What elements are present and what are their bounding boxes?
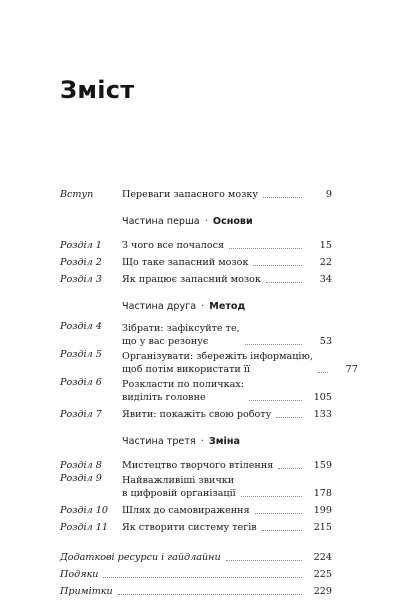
toc-entry-title-line-2: що у вас резонує bbox=[122, 336, 209, 347]
toc-entry-title-line-2: щоб потім використати її bbox=[122, 364, 250, 375]
toc-entry-label: Розділ 10 bbox=[60, 505, 108, 516]
toc-entry-chapter-3[interactable] bbox=[60, 269, 332, 286]
toc-entry-page: 199 bbox=[313, 505, 332, 516]
toc-entry-intro[interactable] bbox=[60, 184, 332, 201]
dot-leader bbox=[253, 264, 302, 266]
dot-leader bbox=[263, 196, 302, 198]
toc-entry-title: Мистецтво творчого втілення bbox=[122, 460, 274, 471]
toc-entry-label: Розділ 8 bbox=[60, 460, 102, 471]
toc-entry-label: Розділ 2 bbox=[60, 257, 102, 268]
toc-entry-label: Розділ 4 bbox=[60, 321, 102, 332]
toc-entry-chapter-2[interactable] bbox=[60, 252, 332, 269]
toc-entry-label: Подяки bbox=[60, 569, 99, 580]
toc-entry-label: Примітки bbox=[60, 586, 113, 597]
toc-entry-appendix-resources[interactable] bbox=[60, 547, 332, 564]
spacer bbox=[60, 534, 332, 547]
dot-leader bbox=[278, 467, 302, 469]
dot-leader bbox=[118, 593, 302, 595]
toc-entry-chapter-4[interactable] bbox=[60, 320, 332, 348]
toc-entry-label: Розділ 6 bbox=[60, 377, 102, 388]
toc-entry-title: Явити: покажіть свою роботу bbox=[122, 409, 272, 420]
toc-entry-page: 105 bbox=[313, 392, 332, 403]
part-name: Основи bbox=[212, 216, 253, 227]
toc-entry-page: 229 bbox=[313, 586, 332, 597]
toc-entry-title-line-2: в цифровій організації bbox=[122, 488, 236, 499]
toc-entry-title: Що таке запасний мозок bbox=[122, 257, 249, 268]
toc-entry-title bbox=[122, 378, 244, 404]
toc-entry-appendix-acknowledgements[interactable] bbox=[60, 564, 332, 581]
toc-entry-chapter-8[interactable] bbox=[60, 455, 332, 472]
part-separator: · bbox=[200, 436, 204, 447]
toc-entry-title bbox=[122, 350, 313, 376]
dot-leader bbox=[249, 399, 302, 401]
toc-entry-title: Шлях до самовираження bbox=[122, 505, 250, 516]
toc-entry-chapter-6[interactable] bbox=[60, 376, 332, 404]
toc-entry-label: Розділ 11 bbox=[60, 522, 108, 533]
dot-leader bbox=[229, 247, 302, 249]
toc-entry-chapter-11[interactable] bbox=[60, 517, 332, 534]
toc-entry-title: З чого все почалося bbox=[122, 240, 225, 251]
toc-entry-chapter-9[interactable] bbox=[60, 472, 332, 500]
part-prefix: Частина третя bbox=[122, 436, 196, 447]
toc-entry-title: Переваги запасного мозку bbox=[122, 189, 259, 200]
toc-entry-page: 224 bbox=[313, 552, 332, 563]
toc-entry-page: 77 bbox=[345, 364, 358, 375]
toc-entry-appendix-notes[interactable] bbox=[60, 581, 332, 598]
dot-leader bbox=[103, 576, 302, 578]
toc-entry-title-line-1: Розкласти по поличках: bbox=[122, 379, 244, 390]
part-heading-1 bbox=[122, 215, 332, 229]
toc-entry-label: Розділ 7 bbox=[60, 409, 102, 420]
toc-entry-page: 159 bbox=[313, 460, 332, 471]
toc-entry-title bbox=[122, 474, 236, 500]
dot-leader bbox=[266, 281, 302, 283]
dot-leader bbox=[241, 495, 302, 497]
toc-entry-page: 178 bbox=[313, 488, 332, 499]
toc-entry-title: Як працює запасний мозок bbox=[122, 274, 261, 285]
part-separator: · bbox=[204, 216, 208, 227]
part-name: Метод bbox=[209, 301, 246, 312]
toc-entry-page: 133 bbox=[313, 409, 332, 420]
toc-entry-title-line-2: виділіть головне bbox=[122, 392, 206, 403]
part-heading-3 bbox=[122, 435, 332, 449]
toc-entry-label: Додаткові ресурси і гайдлайни bbox=[60, 552, 221, 563]
part-separator: · bbox=[201, 301, 205, 312]
toc-entry-label: Розділ 5 bbox=[60, 349, 102, 360]
toc-entry-title: Як створити систему тегів bbox=[122, 522, 257, 533]
toc-entry-page: 34 bbox=[319, 274, 332, 285]
toc-entry-title-line-1: Зібрати: зафіксуйте те, bbox=[122, 323, 240, 334]
toc-entry-title-line-1: Найважливіші звички bbox=[122, 475, 235, 486]
table-of-contents bbox=[60, 184, 358, 598]
toc-entry-label: Розділ 3 bbox=[60, 274, 102, 285]
dot-leader bbox=[245, 343, 302, 345]
toc-entry-chapter-10[interactable] bbox=[60, 500, 332, 517]
toc-entry-page: 215 bbox=[313, 522, 332, 533]
part-prefix: Частина друга bbox=[122, 301, 197, 312]
part-prefix: Частина перша bbox=[122, 216, 200, 227]
dot-leader bbox=[262, 529, 302, 531]
toc-entry-chapter-7[interactable] bbox=[60, 404, 332, 421]
toc-entry-label: Розділ 9 bbox=[60, 473, 102, 484]
toc-entry-page: 225 bbox=[313, 569, 332, 580]
dot-leader bbox=[226, 559, 302, 561]
part-name: Зміна bbox=[208, 436, 240, 447]
toc-entry-chapter-1[interactable] bbox=[60, 235, 332, 252]
toc-entry-label: Вступ bbox=[60, 189, 94, 200]
dot-leader bbox=[255, 512, 302, 514]
toc-entry-title bbox=[122, 322, 240, 348]
page-title: Зміст bbox=[60, 76, 135, 104]
toc-entry-title-line-1: Організувати: збережіть інформацію, bbox=[122, 351, 313, 362]
toc-entry-label: Розділ 1 bbox=[60, 240, 102, 251]
toc-entry-page: 22 bbox=[319, 257, 332, 268]
dot-leader bbox=[276, 416, 302, 418]
dot-leader bbox=[318, 371, 328, 373]
part-heading-2 bbox=[122, 300, 332, 314]
toc-entry-page: 9 bbox=[325, 189, 332, 200]
toc-entry-page: 15 bbox=[319, 240, 332, 251]
toc-entry-chapter-5[interactable] bbox=[60, 348, 358, 376]
toc-entry-page: 53 bbox=[319, 336, 332, 347]
